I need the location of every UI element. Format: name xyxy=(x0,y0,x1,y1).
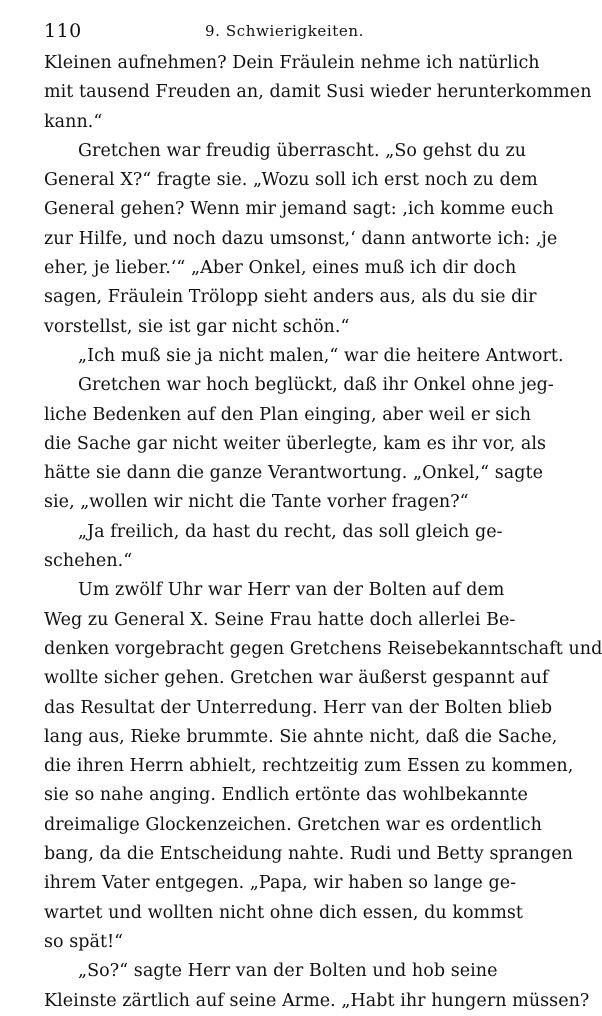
text-line: die Sache gar nicht weiter überlegte, kam es ihr vor, als xyxy=(44,433,547,454)
text-line: sie, „wollen wir nicht die Tante vorher fragen?“ xyxy=(44,492,469,513)
text-line: liche Bedenken auf den Plan einging, aber weil er sich xyxy=(44,404,532,425)
text-line: so spät!“ xyxy=(44,931,124,952)
text-line: General gehen? Wenn mir jemand sagt: ‚ich komme euch xyxy=(44,199,554,220)
text-line: denken vorgebracht gegen Gretchens Reisebekanntschaft und xyxy=(44,638,602,659)
text-line: General X?“ fragte sie. „Wozu soll ich erst noch zu dem xyxy=(44,170,538,191)
text-line: „Ja freilich, da hast du recht, das soll gleich ge- xyxy=(78,521,503,542)
page-body xyxy=(44,49,602,1016)
text-line: sagen, Fräulein Trölopp sieht anders aus, als du sie dir xyxy=(44,287,537,308)
text-line: zur Hilfe, und noch dazu umsonst,‘ dann antworte ich: ‚je xyxy=(44,228,558,249)
text-line: Kleinste zärtlich auf seine Arme. „Habt ihr hungern müssen? xyxy=(44,990,590,1011)
text-line: eher, je lieber.‘“ „Aber Onkel, eines muß ich dir doch xyxy=(44,258,517,279)
page-header xyxy=(44,14,491,44)
text-line: mit tausend Freuden an, damit Susi wieder herunterkommen xyxy=(44,82,592,103)
page-number: 110 xyxy=(44,20,82,42)
text-line: bang, da die Entscheidung nahte. Rudi und Betty sprangen xyxy=(44,844,573,865)
text-line: vorstellst, sie ist gar nicht schön.“ xyxy=(44,316,350,337)
text-line: schehen.“ xyxy=(44,551,133,572)
text-line: lang aus, Rieke brummte. Sie ahnte nicht, daß die Sache, xyxy=(44,726,558,747)
text-line: „Ich muß sie ja nicht malen,“ war die heitere Antwort. xyxy=(78,345,564,366)
running-head: 9. Schwierigkeiten. xyxy=(205,22,364,40)
text-line: wollte sicher gehen. Gretchen war äußerst gespannt auf xyxy=(44,668,549,689)
text-line: Gretchen war hoch beglückt, daß ihr Onkel ohne jeg- xyxy=(78,375,554,396)
text-line: die ihren Herrn abhielt, rechtzeitig zum Essen zu kommen, xyxy=(44,756,574,777)
text-line: ihrem Vater entgegen. „Papa, wir haben so lange ge- xyxy=(44,873,517,894)
text-line: Um zwölf Uhr war Herr van der Bolten auf dem xyxy=(78,580,505,601)
text-line: sie so nahe anging. Endlich ertönte das wohlbekannte xyxy=(44,785,528,806)
text-line: Kleinen aufnehmen? Dein Fräulein nehme ich natürlich xyxy=(44,53,540,73)
text-line: kann.“ xyxy=(44,111,103,132)
text-line: Gretchen war freudig überrascht. „So gehst du zu xyxy=(78,140,527,161)
text-line: „So?“ sagte Herr van der Bolten und hob seine xyxy=(78,961,498,982)
text-line: dreimalige Glockenzeichen. Gretchen war es ordentlich xyxy=(44,814,542,835)
text-line: Weg zu General X. Seine Frau hatte doch allerlei Be- xyxy=(44,609,516,630)
text-line: das Resultat der Unterredung. Herr van der Bolten blieb xyxy=(44,697,553,718)
text-line: hätte sie dann die ganze Verantwortung. „Onkel,“ sagte xyxy=(44,463,543,484)
text-line: wartet und wollten nicht ohne dich essen, du kommst xyxy=(44,902,523,923)
